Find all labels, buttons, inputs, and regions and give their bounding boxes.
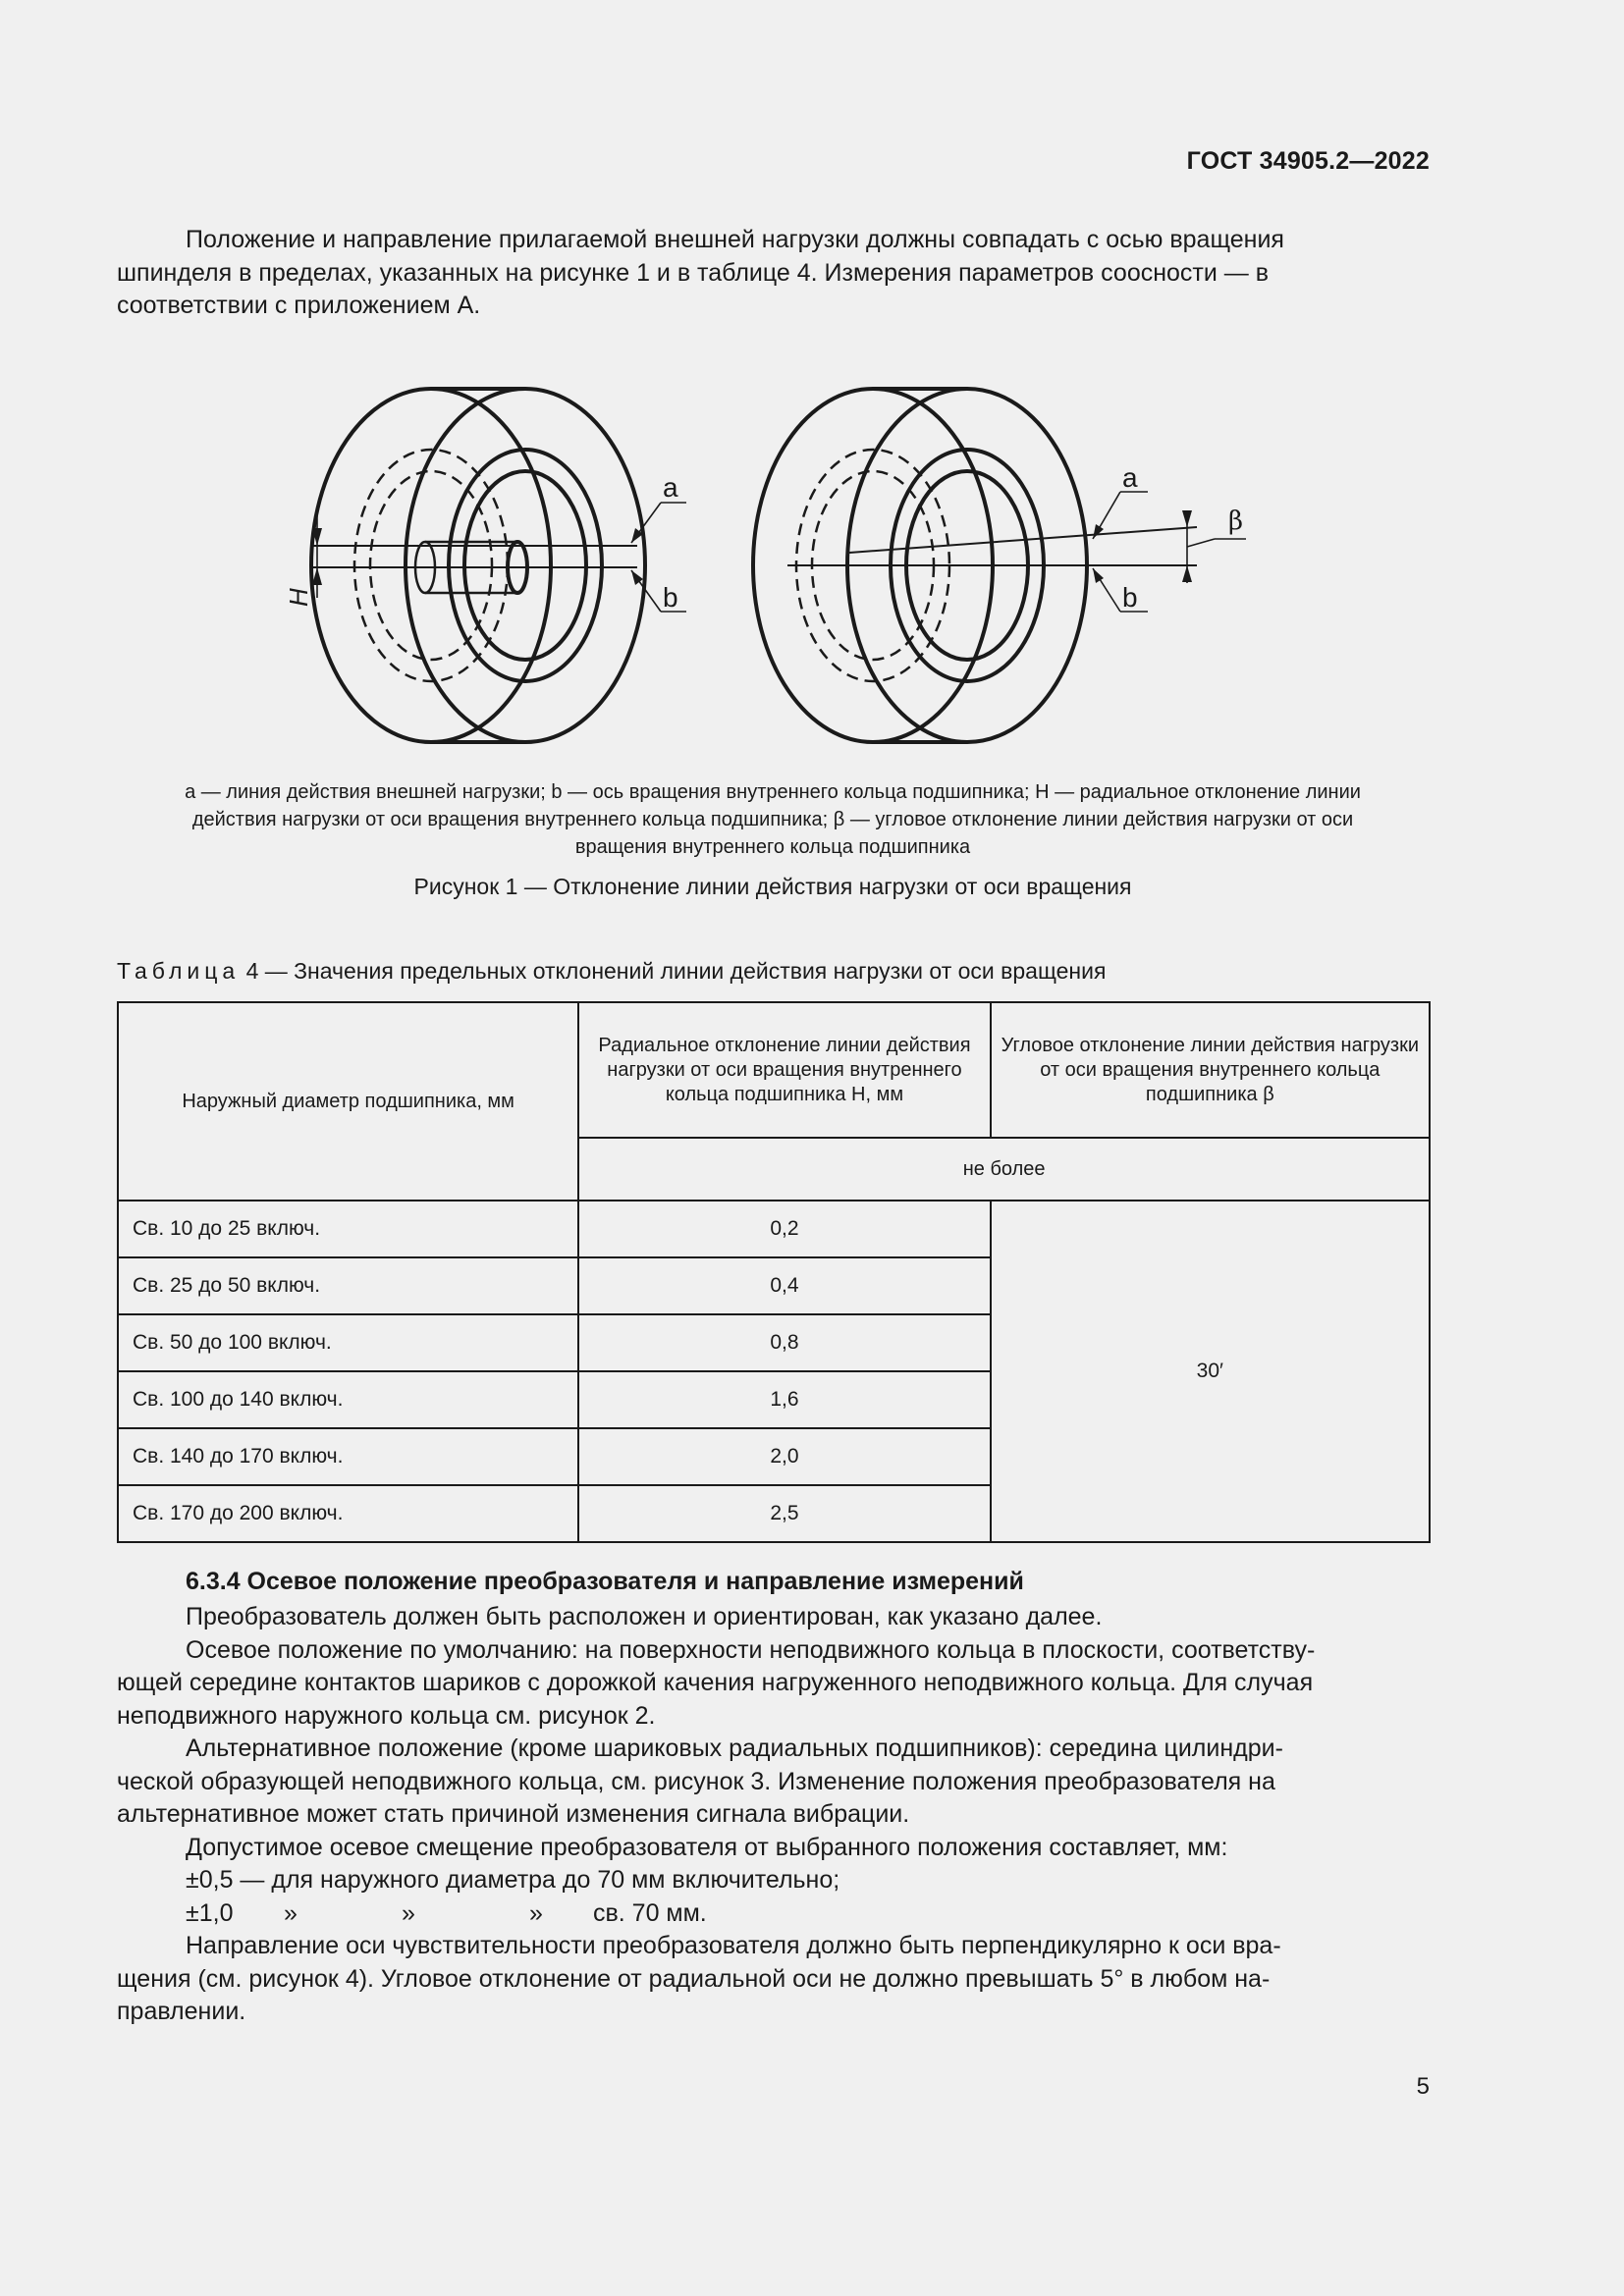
section-p2b: ющей середине контактов шариков с дорожкой качения нагруженного неподвижного кольца. Для случая: [117, 1669, 1314, 1696]
p6-end: св. 70 мм.: [593, 1898, 707, 1927]
figure-caption: Рисунок 1 — Отклонение линии действия нагрузки от оси вращения: [413, 874, 1132, 899]
label-beta: β: [1228, 507, 1244, 536]
header-angular-deviation: Угловое отклонение линии действия нагрузки от оси вращения внутреннего кольца подшипника β: [991, 1002, 1430, 1138]
cell-range: Св. 140 до 170 включ.: [118, 1428, 578, 1485]
section-body: [117, 1601, 1429, 2029]
subheader-no-more: не более: [578, 1138, 1430, 1201]
legend-line-2: действия нагрузки от оси вращения внутреннего кольца подшипника; β — угловое отклонение линии действия нагрузки от оси: [191, 809, 1354, 830]
section-p7c: правлении.: [117, 1998, 246, 2025]
intro-paragraph: [117, 224, 1429, 323]
label-a-left: a: [663, 472, 678, 503]
deviation-table: [117, 1001, 1431, 1543]
page-number: 5: [1416, 2073, 1430, 2100]
figure-legend: [117, 778, 1429, 861]
cell-radial: 0,4: [578, 1257, 990, 1314]
label-b-right: b: [1122, 582, 1138, 613]
table-row: [118, 1201, 1430, 1257]
cell-range: Св. 170 до 200 включ.: [118, 1485, 578, 1542]
section-p3a: Альтернативное положение (кроме шариковых радиальных подшипников): середина цилиндри-: [186, 1735, 1283, 1762]
table-title: [117, 958, 1106, 985]
ditto-mark-2: »: [402, 1898, 415, 1927]
cell-radial: 0,8: [578, 1314, 990, 1371]
cell-radial: 0,2: [578, 1201, 990, 1257]
table-label: Таблица: [117, 958, 241, 984]
left-bearing: [311, 389, 686, 742]
table-header-row: [118, 1002, 1430, 1138]
section-p2a: Осевое положение по умолчанию: на поверхности неподвижного кольца в плоскости, соответству-: [186, 1635, 1316, 1664]
ditto-mark-1: »: [284, 1898, 298, 1927]
bearing-figure: [117, 353, 1429, 766]
section-p2c: неподвижного наружного кольца см. рисунок 2.: [117, 1701, 656, 1730]
cell-range: Св. 100 до 140 включ.: [118, 1371, 578, 1428]
cell-radial: 2,5: [578, 1485, 990, 1542]
section-p7b: щения (см. рисунок 4). Угловое отклонение от радиальной оси не должно превышать 5° в любом на-: [117, 1964, 1271, 1993]
section-p6: [117, 1897, 1429, 1931]
legend-line-1: a — линия действия внешней нагрузки; b — ось вращения внутреннего кольца подшипника; H — радиальное отклонение линии: [185, 781, 1361, 803]
section-p7a: Направление оси чувствительности преобразователя должно быть перпендикулярно к оси вра-: [186, 1932, 1281, 1959]
intro-line-2: шпинделя в пределах, указанных на рисунке 1 и в таблице 4. Измерения параметров соосности — в: [117, 258, 1270, 287]
intro-line-1: Положение и направление прилагаемой внешней нагрузки должны совпадать с осью вращения: [186, 226, 1284, 253]
label-h: H: [284, 588, 313, 607]
cell-range: Св. 50 до 100 включ.: [118, 1314, 578, 1371]
header-radial-deviation: Радиальное отклонение линии действия нагрузки от оси вращения внутреннего кольца подшипника H, мм: [578, 1002, 990, 1138]
cell-range: Св. 25 до 50 включ.: [118, 1257, 578, 1314]
header-outer-diameter: Наружный диаметр подшипника, мм: [118, 1002, 578, 1201]
intro-line-3: соответствии с приложением А.: [117, 292, 481, 319]
p6-value: ±1,0: [186, 1898, 234, 1927]
cell-radial: 2,0: [578, 1428, 990, 1485]
label-b-left: b: [663, 582, 678, 613]
section-heading: 6.3.4 Осевое положение преобразователя и направление измерений: [186, 1568, 1024, 1595]
cell-angle: 30′: [991, 1201, 1430, 1542]
label-a-right: a: [1122, 462, 1138, 493]
standard-code: ГОСТ 34905.2—2022: [1186, 147, 1430, 175]
section-p5: ±0,5 — для наружного диаметра до 70 мм включительно;: [186, 1866, 840, 1894]
legend-line-3: вращения внутреннего кольца подшипника: [574, 836, 971, 858]
section-p3b: ческой образующей неподвижного кольца, см. рисунок 3. Изменение положения преобразователя на: [117, 1767, 1275, 1795]
section-p3c: альтернативное может стать причиной изменения сигнала вибрации.: [117, 1800, 910, 1828]
table-title-text: 4 — Значения предельных отклонений линии действия нагрузки от оси вращения: [245, 958, 1107, 984]
cell-radial: 1,6: [578, 1371, 990, 1428]
cell-range: Св. 10 до 25 включ.: [118, 1201, 578, 1257]
section-p4: Допустимое осевое смещение преобразователя от выбранного положения составляет, мм:: [186, 1833, 1228, 1861]
right-bearing: [753, 389, 1246, 742]
ditto-mark-3: »: [529, 1898, 543, 1927]
section-p1: Преобразователь должен быть расположен и ориентирован, как указано далее.: [186, 1603, 1103, 1630]
